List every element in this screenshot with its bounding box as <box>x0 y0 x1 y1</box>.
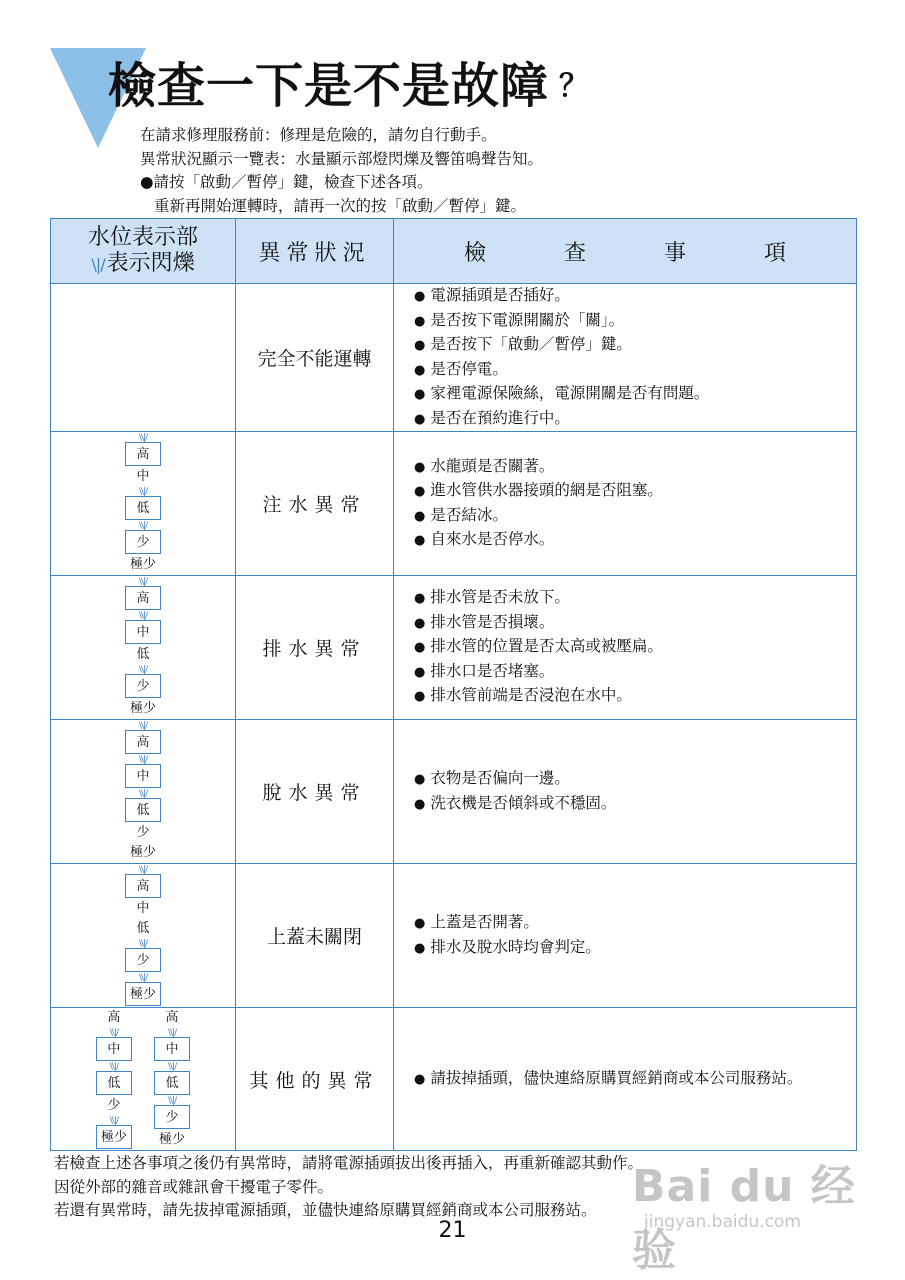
lamp-mid-blinking: \\|/ 中 <box>125 620 161 644</box>
indicator-cell <box>51 284 236 432</box>
check-item: ● 洗衣機是否傾斜或不穩固。 <box>414 792 856 817</box>
intro-line: 異常狀況顯示一覽表：水量顯示部燈閃爍及響笛鳴聲告知。 <box>140 149 544 168</box>
header-line: 表示閃爍 <box>106 250 195 276</box>
blink-icon: \|/ <box>91 254 105 274</box>
table-row <box>51 432 857 576</box>
check-item: ● 進水管供水器接頭的網是否阻塞。 <box>414 479 856 504</box>
header-check-items <box>394 219 857 284</box>
check-item: ● 水龍頭是否關著。 <box>414 455 856 480</box>
check-item: ● 排水管是否未放下。 <box>414 586 856 611</box>
header-water-level-display <box>51 219 236 284</box>
check-cell <box>394 432 857 576</box>
lamp-mid-blinking: \\|/ 中 <box>96 1037 132 1061</box>
status-cell: 完全不能運轉 <box>236 284 394 432</box>
check-item: ● 排水管的位置是否太高或被壓扁。 <box>414 635 856 660</box>
indicator-cell <box>51 864 236 1008</box>
check-cell <box>394 284 857 432</box>
lamp-little-blinking: \\|/ 少 <box>125 530 161 554</box>
table-header-row <box>51 219 857 284</box>
lamp-low-blinking: \\|/ 低 <box>125 496 161 520</box>
status-cell: 排水異常 <box>236 576 394 720</box>
status-cell: 注水異常 <box>236 432 394 576</box>
table-row <box>51 284 857 432</box>
check-item: ● 是否在預約進行中。 <box>414 407 856 432</box>
lamp-low-blinking: \\|/ 低 <box>125 798 161 822</box>
check-item: ● 自來水是否停水。 <box>414 528 856 553</box>
level-very-little: 極少 <box>129 844 156 860</box>
indicator-cell <box>51 720 236 864</box>
check-item: ● 是否按下電源開關於「關」。 <box>414 309 856 334</box>
header-line: 水位表示部 <box>87 224 198 250</box>
check-cell <box>394 576 857 720</box>
check-cell <box>394 864 857 1008</box>
level-very-little: 極少 <box>129 700 156 716</box>
lamp-high-blinking: \\|/ 高 <box>125 442 161 466</box>
status-cell: 其他的異常 <box>236 1008 394 1151</box>
lamp-low-blinking: \\|/ 低 <box>154 1071 190 1095</box>
lamp-high-blinking: \\|/ 高 <box>125 874 161 898</box>
check-item: ● 請拔掉插頭，儘快連絡原購買經銷商或本公司服務站。 <box>414 1067 856 1092</box>
intro-line: ●請按「啟動／暫停」鍵，檢查下述各項。 <box>140 173 433 191</box>
level-little: 少 <box>136 824 150 840</box>
level-low: 低 <box>136 920 150 936</box>
check-item: ● 衣物是否偏向一邊。 <box>414 767 856 792</box>
page-title <box>108 56 590 117</box>
question-mark: ？ <box>559 69 591 104</box>
lamp-high-blinking: \\|/ 高 <box>125 730 161 754</box>
lamp-little-blinking: \\|/ 少 <box>154 1105 190 1129</box>
footer-line: 若檢查上述各事項之後仍有異常時，請將電源插頭拔出後再插入，再重新確認其動作。 <box>54 1154 644 1172</box>
header-abnormal-status: 異常狀況 <box>236 219 394 284</box>
indicator-cell <box>51 432 236 576</box>
check-cell <box>394 1008 857 1151</box>
footer-notes <box>54 1152 643 1223</box>
lamp-high-blinking: \\|/ 高 <box>125 586 161 610</box>
lamp-very-little-blinking: \\|/ 極少 <box>125 982 161 1006</box>
table-row <box>51 720 857 864</box>
watermark-logo: Bai du 经验 <box>632 1161 856 1276</box>
header-char: 查 <box>563 240 586 266</box>
level-mid: 中 <box>136 900 150 916</box>
check-item: ● 上蓋是否開著。 <box>414 911 856 936</box>
intro-text <box>140 124 543 218</box>
table-row <box>51 864 857 1008</box>
check-cell <box>394 720 857 864</box>
level-high: 高 <box>107 1010 121 1025</box>
indicator-column-left <box>90 1008 138 1150</box>
intro-line: 重新再開始運轉時，請再一次的按「啟動／暫停」鍵。 <box>154 196 527 215</box>
lamp-little-blinking: \\|/ 少 <box>125 674 161 698</box>
level-high: 高 <box>165 1010 179 1025</box>
watermark-url: jingyan.baidu.com <box>644 1212 801 1232</box>
indicator-cell <box>51 1008 236 1151</box>
intro-line: 在請求修理服務前：修理是危險的，請勿自行動手。 <box>140 126 497 144</box>
header-char: 事 <box>663 240 686 266</box>
lamp-very-little-blinking: \\|/ 極少 <box>96 1125 132 1149</box>
level-low: 低 <box>136 646 150 662</box>
check-item: ● 是否停電。 <box>414 358 856 383</box>
baidu-watermark <box>632 1150 862 1276</box>
lamp-mid-blinking: \\|/ 中 <box>125 764 161 788</box>
check-item: ● 排水及脫水時均會判定。 <box>414 936 856 961</box>
level-very-little: 極少 <box>159 1132 186 1147</box>
level-little: 少 <box>107 1098 121 1113</box>
status-cell: 上蓋未關閉 <box>236 864 394 1008</box>
page-number: 21 <box>438 1218 467 1243</box>
indicator-cell <box>51 576 236 720</box>
check-item: ● 排水管是否損壞。 <box>414 611 856 636</box>
lamp-mid-blinking: \\|/ 中 <box>154 1037 190 1061</box>
check-item: ● 排水口是否堵塞。 <box>414 660 856 685</box>
check-item: ● 是否按下「啟動／暫停」鍵。 <box>414 333 856 358</box>
table-row <box>51 1008 857 1151</box>
status-cell: 脫水異常 <box>236 720 394 864</box>
header-char: 項 <box>763 240 786 266</box>
table-row <box>51 576 857 720</box>
footer-line: 若還有異常時，請先拔掉電源插頭，並儘快連絡原購買經銷商或本公司服務站。 <box>54 1201 597 1219</box>
check-item: ● 家裡電源保險絲，電源開關是否有問題。 <box>414 382 856 407</box>
page-title-text: 檢查一下是不是故障 <box>108 58 550 114</box>
check-item: ● 排水管前端是否浸泡在水中。 <box>414 684 856 709</box>
indicator-column-right <box>148 1008 196 1150</box>
level-very-little: 極少 <box>129 556 156 572</box>
check-item: ● 是否結冰。 <box>414 504 856 529</box>
footer-line: 因從外部的雜音或雜訊會干擾電子零件。 <box>54 1177 334 1196</box>
lamp-little-blinking: \\|/ 少 <box>125 948 161 972</box>
check-item: ● 電源插頭是否插好。 <box>414 284 856 309</box>
header-char: 檢 <box>463 240 486 266</box>
lamp-low-blinking: \\|/ 低 <box>96 1071 132 1095</box>
troubleshooting-table <box>50 218 857 1151</box>
level-mid: 中 <box>136 468 150 484</box>
